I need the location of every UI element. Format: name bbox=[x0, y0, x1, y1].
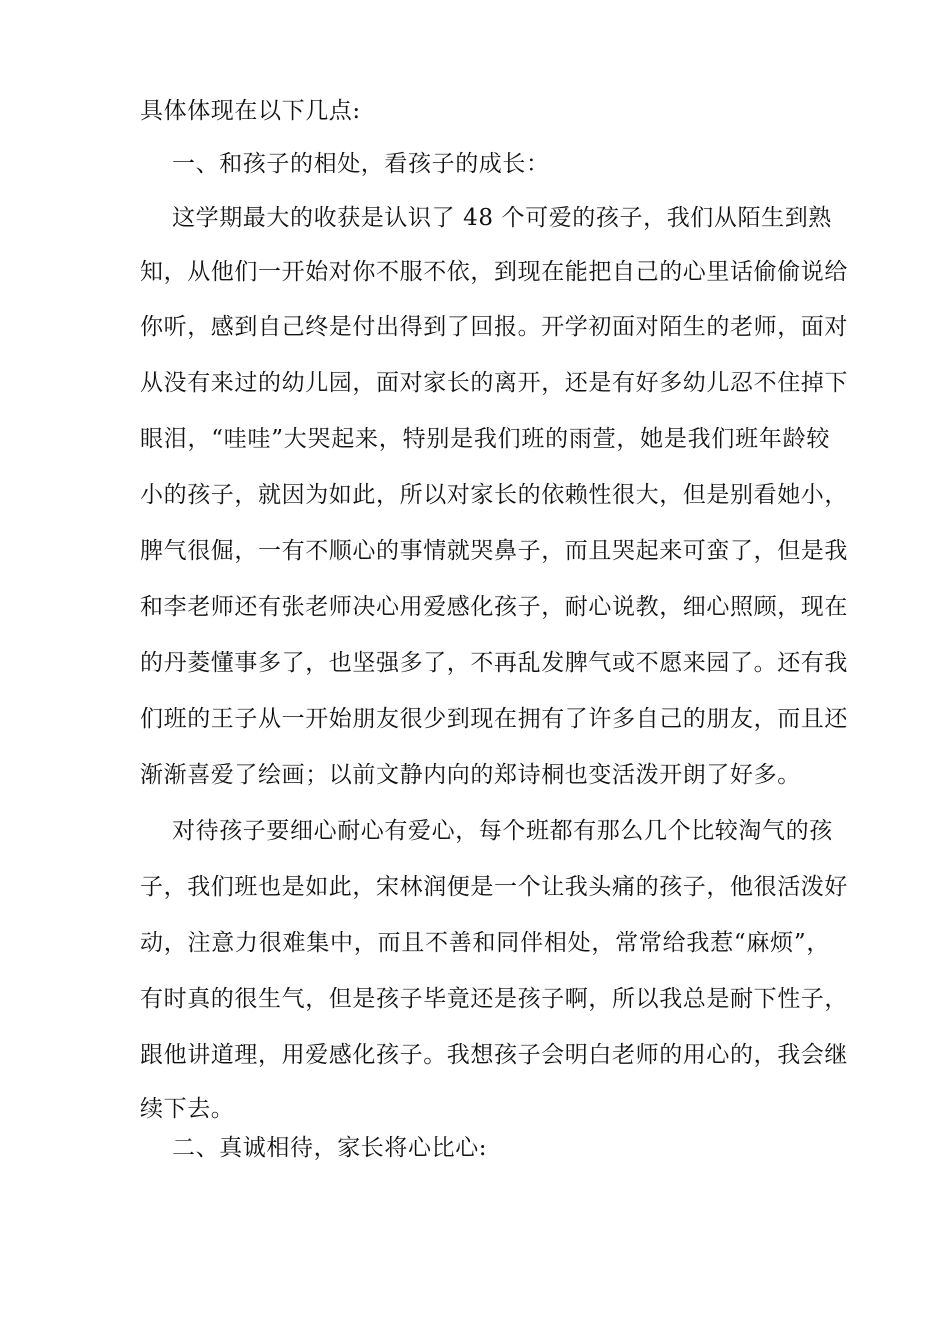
paragraph-1-line-9: 的丹菱懂事多了，也坚强多了，不再乱发脾气或不愿来园了。还有我 bbox=[140, 650, 848, 676]
paragraph-1-line-1: 这学期最大的收获是认识了 48 个可爱的孩子，我们从陌生到熟 bbox=[172, 205, 832, 231]
paragraph-1-line-4: 从没有来过的幼儿园，面对家长的离开，还是有好多幼儿忍不住掉下 bbox=[140, 370, 848, 396]
paragraph-1-line-2: 知，从他们一开始对你不服不依，到现在能把自己的心里话偷偷说给 bbox=[140, 259, 848, 285]
paragraph-1-line-6: 小的孩子，就因为如此，所以对家长的依赖性很大，但是别看她小， bbox=[140, 482, 848, 508]
paragraph-2-line-1: 对待孩子要细心耐心有爱心，每个班都有那么几个比较淘气的孩 bbox=[172, 818, 833, 844]
paragraph-1-line-10: 们班的王子从一开始朋友很少到现在拥有了许多自己的朋友，而且还 bbox=[140, 706, 848, 732]
paragraph-1-line-5: 眼泪，“哇哇”大哭起来，特别是我们班的雨萱，她是我们班年龄较 bbox=[140, 426, 830, 452]
paragraph-1-line-3: 你听，感到自己终是付出得到了回报。开学初面对陌生的老师，面对 bbox=[140, 314, 848, 340]
section-heading-1: 一、和孩子的相处，看孩子的成长： bbox=[172, 151, 550, 177]
section-heading-2: 二、真诚相待，家长将心比心: bbox=[172, 1135, 488, 1161]
paragraph-2-line-6: 续下去。 bbox=[140, 1096, 235, 1122]
paragraph-2-line-5: 跟他讲道理，用爱感化孩子。我想孩子会明白老师的用心的，我会继 bbox=[140, 1042, 848, 1068]
paragraph-1-line-7: 脾气很倔，一有不顺心的事情就哭鼻子，而且哭起来可蛮了，但是我 bbox=[140, 538, 848, 564]
text-line-intro: 具体体现在以下几点: bbox=[140, 98, 361, 124]
paragraph-2-line-3: 动，注意力很难集中，而且不善和同伴相处，常常给我惹“麻烦”， bbox=[140, 930, 830, 956]
paragraph-2-line-2: 子，我们班也是如此，宋林润便是一个让我头痛的孩子，他很活泼好 bbox=[140, 874, 848, 900]
paragraph-1-line-8: 和李老师还有张老师决心用爱感化孩子，耐心说教，细心照顾，现在 bbox=[140, 594, 848, 620]
paragraph-2-line-4: 有时真的很生气，但是孩子毕竟还是孩子啊，所以我总是耐下性子， bbox=[140, 986, 848, 1012]
paragraph-1-line-11: 渐渐喜爱了绘画；以前文静内向的郑诗桐也变活泼开朗了好多。 bbox=[140, 762, 801, 788]
